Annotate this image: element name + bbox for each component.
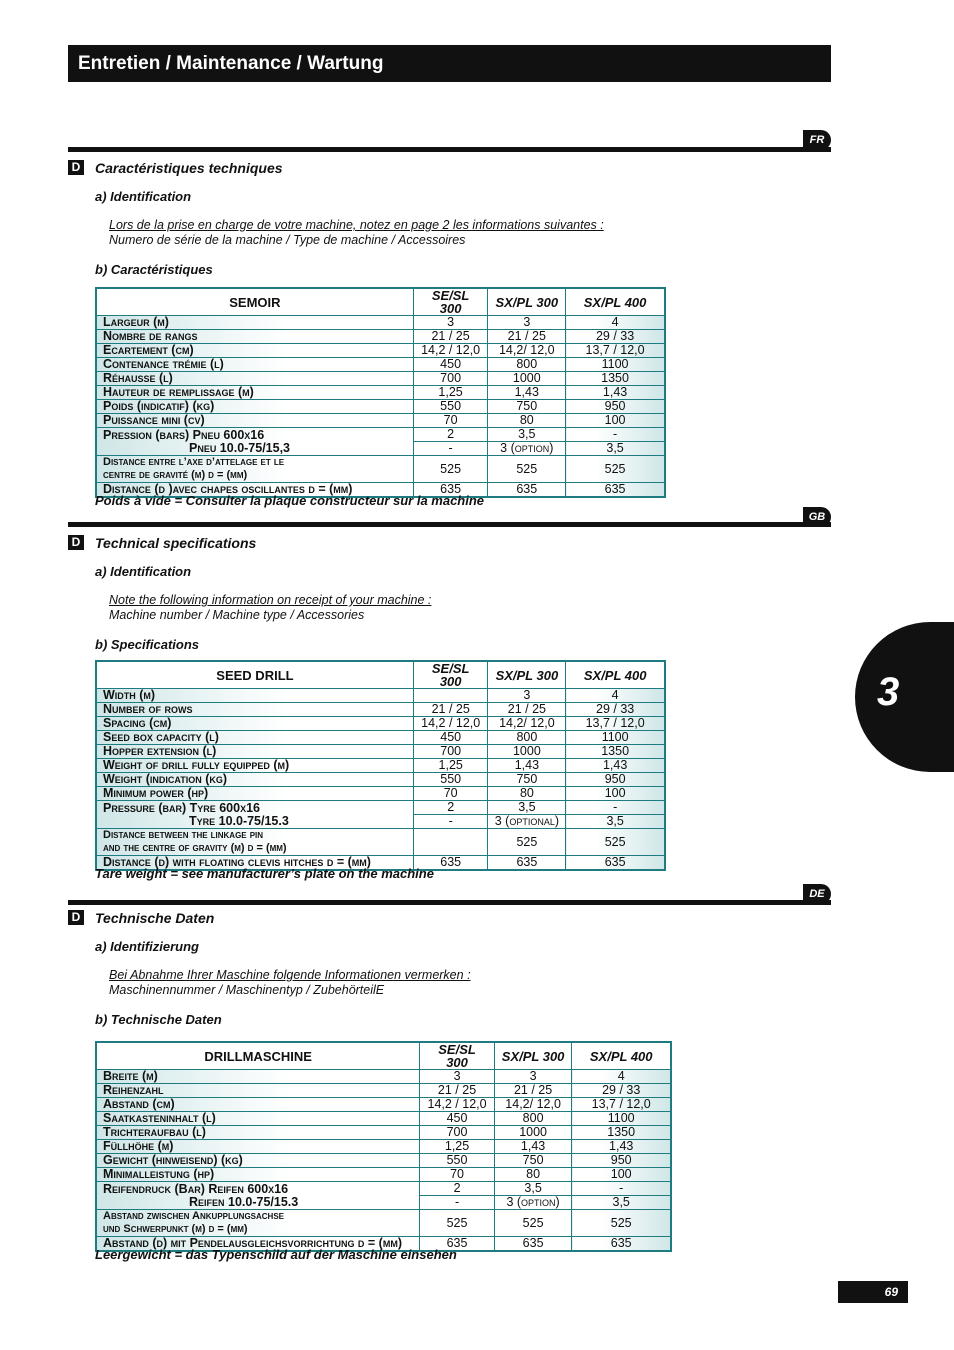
pressure-label-line2: Pneu 10.0-75/15,3	[189, 440, 291, 455]
distance-label-line1: Distance entre l’axe d’attelage et le	[103, 456, 285, 468]
row-value: 635	[420, 1237, 495, 1252]
row-label: Reihenzahl	[96, 1084, 420, 1098]
row-value: 1100	[566, 358, 665, 372]
row-value: 3	[413, 316, 488, 330]
identification-details: Machine number / Machine type / Accessories	[109, 608, 365, 622]
identification-note: Bei Abnahme Ihrer Maschine folgende Informationen vermerken :	[109, 968, 471, 982]
row-value: 3	[420, 1070, 495, 1084]
section-title: Technical specifications	[95, 535, 257, 551]
row-value: 100	[572, 1168, 671, 1182]
row-value: 29 / 33	[566, 330, 665, 344]
row-value: 13,7 / 12,0	[566, 344, 665, 358]
table-row-pressure	[96, 801, 665, 815]
row-value: 1,43	[488, 386, 566, 400]
section-rule	[68, 900, 831, 905]
row-value: 950	[566, 773, 665, 787]
subheading-specifications: b) Caractéristiques	[95, 262, 213, 277]
row-value: 3	[488, 689, 566, 703]
row-value: 1350	[566, 745, 665, 759]
table-row	[96, 1112, 671, 1126]
chapter-number: 3	[877, 670, 900, 714]
table-footnote: Leergewicht = das Typenschild auf der Maschine einsehen	[95, 1247, 457, 1262]
row-value: -	[566, 801, 665, 815]
row-value: 13,7 / 12,0	[566, 717, 665, 731]
spec-table	[95, 1041, 672, 1252]
row-value: 635	[488, 483, 566, 498]
section-rule	[68, 522, 831, 527]
row-value: 3 (option)	[494, 1196, 572, 1210]
table-row	[96, 703, 665, 717]
table-header-model: SE/SL 300	[413, 661, 488, 689]
row-value: 3,5	[488, 428, 566, 442]
pressure-label-line1: Pressure (bar) Tyre 600x16	[103, 800, 260, 815]
row-label: Füllhöhe (m)	[96, 1140, 420, 1154]
row-value: 3 (option)	[488, 442, 566, 456]
page-number-tab	[838, 1281, 908, 1303]
table-row	[96, 1154, 671, 1168]
table-row	[96, 400, 665, 414]
row-label: Minimalleistung (hp)	[96, 1168, 420, 1182]
row-value: 550	[413, 773, 488, 787]
table-row	[96, 372, 665, 386]
row-value: 1350	[572, 1126, 671, 1140]
language-tab: GB	[803, 507, 831, 527]
row-value: 14,2/ 12,0	[488, 344, 566, 358]
row-value: 450	[420, 1112, 495, 1126]
distance-label-line1: Distance between the linkage pin	[103, 829, 264, 841]
language-tab: FR	[803, 130, 831, 150]
row-value: 13,7 / 12,0	[572, 1098, 671, 1112]
row-value: 80	[494, 1168, 572, 1182]
table-header-label: SEMOIR	[96, 288, 413, 316]
row-value: -	[572, 1182, 671, 1196]
row-value: 1100	[572, 1112, 671, 1126]
row-value: 1350	[566, 372, 665, 386]
table-row	[96, 787, 665, 801]
row-value: -	[420, 1196, 495, 1210]
row-value: 450	[413, 731, 488, 745]
row-value: 100	[566, 414, 665, 428]
identification-details: Numero de série de la machine / Type de machine / Accessoires	[109, 233, 466, 247]
row-label: Weight of drill fully equipped (m)	[96, 759, 413, 773]
row-value: 525	[494, 1210, 572, 1237]
row-label: Largeur (m)	[96, 316, 413, 330]
row-value: 1,43	[566, 759, 665, 773]
row-value: 70	[413, 414, 488, 428]
row-value: 950	[566, 400, 665, 414]
identification-note: Note the following information on receipt of your machine :	[109, 593, 432, 607]
row-value: 635	[572, 1237, 671, 1252]
table-header-label: DRILLMASCHINE	[96, 1042, 420, 1070]
row-value: 525	[566, 456, 665, 483]
row-value: 635	[566, 856, 665, 871]
row-label-distance	[96, 1210, 420, 1237]
subheading-identification: a) Identification	[95, 564, 192, 579]
table-row	[96, 759, 665, 773]
row-label: Réhausse (l)	[96, 372, 413, 386]
table-header-model: SE/SL 300	[420, 1042, 495, 1070]
row-value: 525	[566, 829, 665, 856]
row-value: 1000	[488, 372, 566, 386]
row-value: 4	[566, 316, 665, 330]
table-row	[96, 717, 665, 731]
section-marker-d: D	[68, 160, 84, 175]
row-value: 21 / 25	[488, 330, 566, 344]
pressure-label-line2: Reifen 10.0-75/15.3	[189, 1194, 299, 1209]
row-value: 1,43	[488, 759, 566, 773]
section-title: Caractéristiques techniques	[95, 160, 283, 176]
row-value: 1000	[488, 745, 566, 759]
row-label: Contenance trémie (l)	[96, 358, 413, 372]
row-label: Weight (indication (kg)	[96, 773, 413, 787]
row-value: 14,2/ 12,0	[494, 1098, 572, 1112]
row-value: 700	[420, 1126, 495, 1140]
row-value: 800	[494, 1112, 572, 1126]
spec-table	[95, 660, 666, 871]
row-value: -	[566, 428, 665, 442]
row-value: 2	[413, 428, 488, 442]
row-value: 21 / 25	[494, 1084, 572, 1098]
row-label-distance	[96, 456, 413, 483]
row-label-pressure	[96, 1182, 420, 1210]
row-value: 550	[413, 400, 488, 414]
identification-details: Maschinennummer / Maschinentyp / ZubehörteilE	[109, 983, 385, 997]
row-value: 1,43	[494, 1140, 572, 1154]
row-label: Abstand (cm)	[96, 1098, 420, 1112]
section-rule	[68, 147, 831, 152]
page-header-title: Entretien / Maintenance / Wartung	[78, 53, 384, 74]
table-row-distance	[96, 1210, 671, 1237]
row-value: 3,5	[488, 801, 566, 815]
row-value: 3 (optional)	[488, 815, 566, 829]
row-value: 70	[413, 787, 488, 801]
table-header-label: SEED DRILL	[96, 661, 413, 689]
table-row-pressure	[96, 428, 665, 442]
row-value: 3,5	[572, 1196, 671, 1210]
table-row	[96, 1070, 671, 1084]
section-title: Technische Daten	[95, 910, 215, 926]
row-label: Number of rows	[96, 703, 413, 717]
row-value: 525	[413, 456, 488, 483]
row-value: 14,2/ 12,0	[488, 717, 566, 731]
row-label: Ecartement (cm)	[96, 344, 413, 358]
table-row	[96, 745, 665, 759]
table-row-distance	[96, 829, 665, 856]
row-value: 635	[488, 856, 566, 871]
row-value: 800	[488, 358, 566, 372]
row-value: 525	[488, 456, 566, 483]
row-value: 525	[420, 1210, 495, 1237]
chapter-thumb-tab	[855, 622, 954, 772]
distance-label-line2: centre de gravité (m) d = (mm)	[103, 469, 248, 481]
subheading-specifications: b) Technische Daten	[95, 1012, 222, 1027]
row-label-last: Abstand (d) mit Pendelausgleichsvorrichtung d = (mm)	[96, 1237, 420, 1252]
row-value: 14,2 / 12,0	[420, 1098, 495, 1112]
row-value: 635	[566, 483, 665, 498]
row-label: Width (m)	[96, 689, 413, 703]
row-value: 1000	[494, 1126, 572, 1140]
table-header-row	[96, 288, 665, 316]
table-header-model: SX/PL 300	[488, 661, 566, 689]
table-row	[96, 344, 665, 358]
row-label: Hopper extension (l)	[96, 745, 413, 759]
table-header-row	[96, 661, 665, 689]
row-label-last: Distance (d) with floating clevis hitches d = (mm)	[96, 856, 413, 871]
spec-table	[95, 287, 666, 498]
row-label: Puissance mini (cv)	[96, 414, 413, 428]
row-value: 800	[488, 731, 566, 745]
table-row	[96, 414, 665, 428]
row-value: 700	[413, 372, 488, 386]
distance-label-line1: Abstand zwischen Ankupplungsachse	[103, 1210, 285, 1222]
row-value: 80	[488, 787, 566, 801]
table-header-row	[96, 1042, 671, 1070]
subheading-identification: a) Identification	[95, 189, 192, 204]
table-row	[96, 386, 665, 400]
row-value: 21 / 25	[413, 703, 488, 717]
row-value: 635	[494, 1237, 572, 1252]
row-value: 21 / 25	[413, 330, 488, 344]
language-tab: DE	[803, 884, 831, 904]
row-value: 2	[413, 801, 488, 815]
section-marker-d: D	[68, 535, 84, 550]
row-label-last: Distance (d )avec chapes oscillantes d = (mm)	[96, 483, 413, 498]
row-label-pressure	[96, 801, 413, 829]
table-row	[96, 330, 665, 344]
table-header-model: SX/PL 400	[566, 661, 665, 689]
row-label: Nombre de rangs	[96, 330, 413, 344]
table-footnote: Tare weight = see manufacturer’s plate on the machine	[95, 866, 434, 881]
row-value: 1100	[566, 731, 665, 745]
row-value: 525	[572, 1210, 671, 1237]
row-value: 3,5	[566, 815, 665, 829]
row-label: Gewicht (hinweisend) (kg)	[96, 1154, 420, 1168]
row-value: 70	[420, 1168, 495, 1182]
identification-note: Lors de la prise en charge de votre machine, notez en page 2 les informations suivantes :	[109, 218, 604, 232]
table-footnote: Poids à vide = Consulter la plaque constructeur sur la machine	[95, 493, 485, 508]
row-value	[413, 689, 488, 703]
row-value: 29 / 33	[566, 703, 665, 717]
row-value	[413, 829, 488, 856]
table-header-model: SX/PL 400	[572, 1042, 671, 1070]
row-value: 4	[572, 1070, 671, 1084]
row-value: -	[413, 442, 488, 456]
section-marker-d: D	[68, 910, 84, 925]
subheading-identification: a) Identifizierung	[95, 939, 199, 954]
distance-label-line2: und Schwerpunkt (m) d = (mm)	[103, 1223, 248, 1235]
row-value: 14,2 / 12,0	[413, 344, 488, 358]
row-value: 635	[413, 483, 488, 498]
row-value: 750	[494, 1154, 572, 1168]
row-label: Hauteur de remplissage (m)	[96, 386, 413, 400]
row-value: 3	[494, 1070, 572, 1084]
row-value: 14,2 / 12,0	[413, 717, 488, 731]
table-header-model: SX/PL 300	[494, 1042, 572, 1070]
row-value: 21 / 25	[488, 703, 566, 717]
row-value: 3,5	[566, 442, 665, 456]
row-label: Spacing (cm)	[96, 717, 413, 731]
row-label-distance	[96, 829, 413, 856]
row-label: Saatkasteninhalt (l)	[96, 1112, 420, 1126]
table-row	[96, 731, 665, 745]
row-value: 1,25	[413, 759, 488, 773]
row-value: 750	[488, 773, 566, 787]
row-value: 29 / 33	[572, 1084, 671, 1098]
table-row	[96, 1140, 671, 1154]
row-value: 80	[488, 414, 566, 428]
row-label: Seed box capacity (l)	[96, 731, 413, 745]
distance-label-line2: and the centre of gravity (m) d = (mm)	[103, 842, 287, 854]
row-value: 550	[420, 1154, 495, 1168]
row-value: 2	[420, 1182, 495, 1196]
row-label: Breite (m)	[96, 1070, 420, 1084]
table-header-model: SX/PL 400	[566, 288, 665, 316]
row-value: 3,5	[494, 1182, 572, 1196]
table-row-pressure	[96, 1182, 671, 1196]
table-row	[96, 316, 665, 330]
row-label: Poids (indicatif) (kg)	[96, 400, 413, 414]
row-value: -	[413, 815, 488, 829]
row-value: 950	[572, 1154, 671, 1168]
row-value: 3	[488, 316, 566, 330]
row-label: Minimum power (hp)	[96, 787, 413, 801]
row-value: 450	[413, 358, 488, 372]
row-value: 4	[566, 689, 665, 703]
table-row	[96, 689, 665, 703]
table-header-model: SE/SL 300	[413, 288, 488, 316]
row-value: 750	[488, 400, 566, 414]
table-row	[96, 1084, 671, 1098]
page-header	[68, 45, 831, 82]
row-value: 21 / 25	[420, 1084, 495, 1098]
row-label: Trichteraufbau (l)	[96, 1126, 420, 1140]
row-value: 1,43	[572, 1140, 671, 1154]
row-label-pressure	[96, 428, 413, 456]
page-number: 69	[884, 1285, 898, 1299]
table-row	[96, 1126, 671, 1140]
table-row-distance	[96, 456, 665, 483]
row-value: 1,25	[413, 386, 488, 400]
row-value: 1,25	[420, 1140, 495, 1154]
table-header-model: SX/PL 300	[488, 288, 566, 316]
table-row	[96, 358, 665, 372]
row-value: 100	[566, 787, 665, 801]
row-value: 1,43	[566, 386, 665, 400]
row-value: 635	[413, 856, 488, 871]
row-value: 700	[413, 745, 488, 759]
table-row	[96, 1168, 671, 1182]
subheading-specifications: b) Specifications	[95, 637, 200, 652]
table-row	[96, 773, 665, 787]
pressure-label-line2: Tyre 10.0-75/15.3	[189, 813, 289, 828]
row-value: 525	[488, 829, 566, 856]
pressure-label-line1: Reifendruck (Bar) Reifen 600x16	[103, 1181, 289, 1196]
pressure-label-line1: Pression (bars) Pneu 600x16	[103, 427, 265, 442]
table-row	[96, 1098, 671, 1112]
